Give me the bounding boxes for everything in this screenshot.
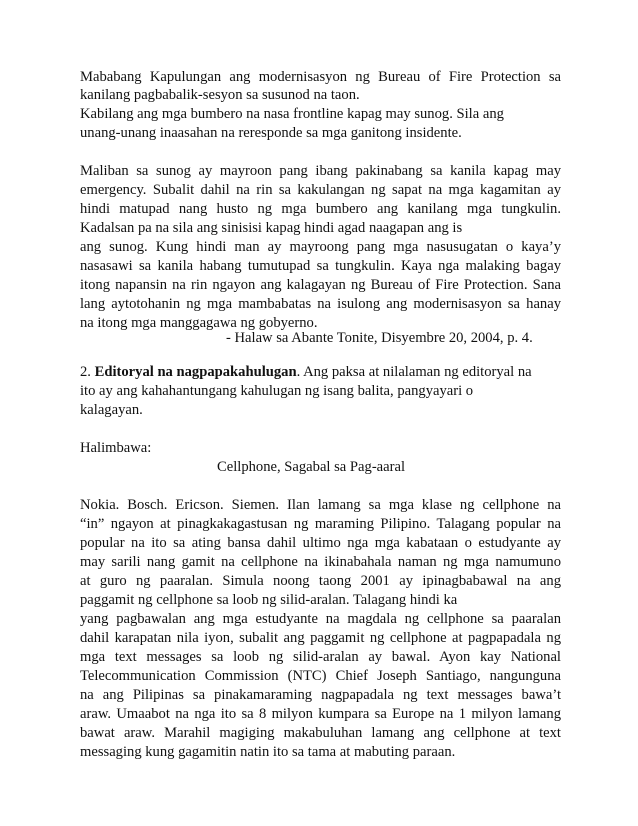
paragraph3-line: may sarili nang gamit na cellphone na ikinabahala naman ng mga namumuno: [80, 554, 561, 570]
paragraph3-line: “in” ngayon at pinagkakagastusan ng maraming Pilipino. Talagang popular na: [80, 516, 561, 532]
paragraph3-line: at guro ng paaralan. Simula noong taong 2001 ay ipinagbabawal na ang: [80, 573, 561, 589]
example-label: Halimbawa:: [80, 440, 152, 456]
paragraph3-line: bawat araw. Marahil magiging makabuluhan lamang ang cellphone at text: [80, 725, 561, 741]
paragraph2-line: Maliban sa sunog ay mayroon pang ibang pakinabang sa kanila kapag may: [80, 163, 561, 179]
paragraph3-line: na ang Pilipinas sa pinakamaraming nagpapadala ng text messages bawa’t: [80, 687, 561, 703]
paragraph2-line: itong napansin na rin ngayon ang kalagayan ng Bureau of Fire Protection. Sana: [80, 277, 561, 293]
paragraph1-line: unang-unang inaasahan na reresponde sa mga ganitong insidente.: [80, 125, 462, 141]
section-heading-rest: . Ang paksa at nilalaman ng editoryal na: [296, 364, 532, 380]
paragraph2-line: Kadalsan pa na sila ang sinisisi kapag hindi agad naagapan ang is: [80, 220, 463, 236]
paragraph2-line: lang aytotohanin ng mga mambabatas na isulong ang modernisasyon sa hanay: [80, 296, 561, 312]
paragraph2-line: emergency. Subalit dahil na rin sa kakulangan ng sapat na mga kagamitan ay: [80, 182, 561, 198]
paragraph1-line: Mababang Kapulungan ang modernisasyon ng Bureau of Fire Protection sa: [80, 69, 561, 85]
paragraph2-line: ang sunog. Kung hindi man ay mayroong pang mga nasusugatan o kaya’y: [80, 239, 561, 255]
paragraph3-line: araw. Umaabot na nga ito sa 8 milyon kumpara sa Europe na 1 milyon lamang: [80, 706, 561, 722]
paragraph3-line: paggamit ng cellphone sa loob ng silid-aralan. Talagang hindi ka: [80, 592, 458, 608]
paragraph2-line: na itong mga manggagawa ng gobyerno.: [80, 315, 318, 331]
section2-line: ito ay ang kahahantungang kahulugan ng isang balita, pangyayari o: [80, 383, 474, 399]
paragraph3-line: Telecommunication Commission (NTC) Chief Joseph Santiago, nangunguna: [80, 668, 561, 684]
section-heading: Editoryal na nagpapakahulugan: [94, 364, 297, 380]
paragraph3-line: messaging kung gagamitin natin ito sa tama at mabuting paraan.: [80, 744, 456, 760]
section2-line: kalagayan.: [80, 402, 143, 418]
paragraph3-line: dahil karapatan nila iyon, subalit ang paggamit ng cellphone at pagpapadala ng: [80, 630, 561, 646]
section2-heading-line: [80, 363, 561, 381]
paragraph3-line: yang pagbawalan ang mga estudyante na magdala ng cellphone sa paaralan: [80, 611, 561, 627]
example-title: Cellphone, Sagabal sa Pag-aaral: [217, 459, 406, 475]
citation: - Halaw sa Abante Tonite, Disyembre 20, 2004, p. 4.: [226, 330, 533, 346]
paragraph3-line: Nokia. Bosch. Ericson. Siemen. Ilan lamang sa mga klase ng cellphone na: [80, 497, 561, 513]
section-number: 2.: [80, 364, 91, 380]
paragraph1-line: kanilang pagbabalik-sesyon sa susunod na taon.: [80, 87, 360, 103]
paragraph2-line: nasasawi sa kanila habang tumutupad sa tungkulin. Kaya nga malaking bagay: [80, 258, 561, 274]
paragraph2-line: hindi matupad nang husto ng mga bumbero ang kanilang mga tungkulin.: [80, 201, 561, 217]
paragraph3-line: mga text messages sa loob ng silid-aralan ay bawal. Ayon kay National: [80, 649, 561, 665]
paragraph3-line: popular na ito sa ating bansa dahil ultimo nga mga kabataan o estudyante ay: [80, 535, 561, 551]
paragraph1-line: Kabilang ang mga bumbero na nasa frontline kapag may sunog. Sila ang: [80, 106, 504, 122]
